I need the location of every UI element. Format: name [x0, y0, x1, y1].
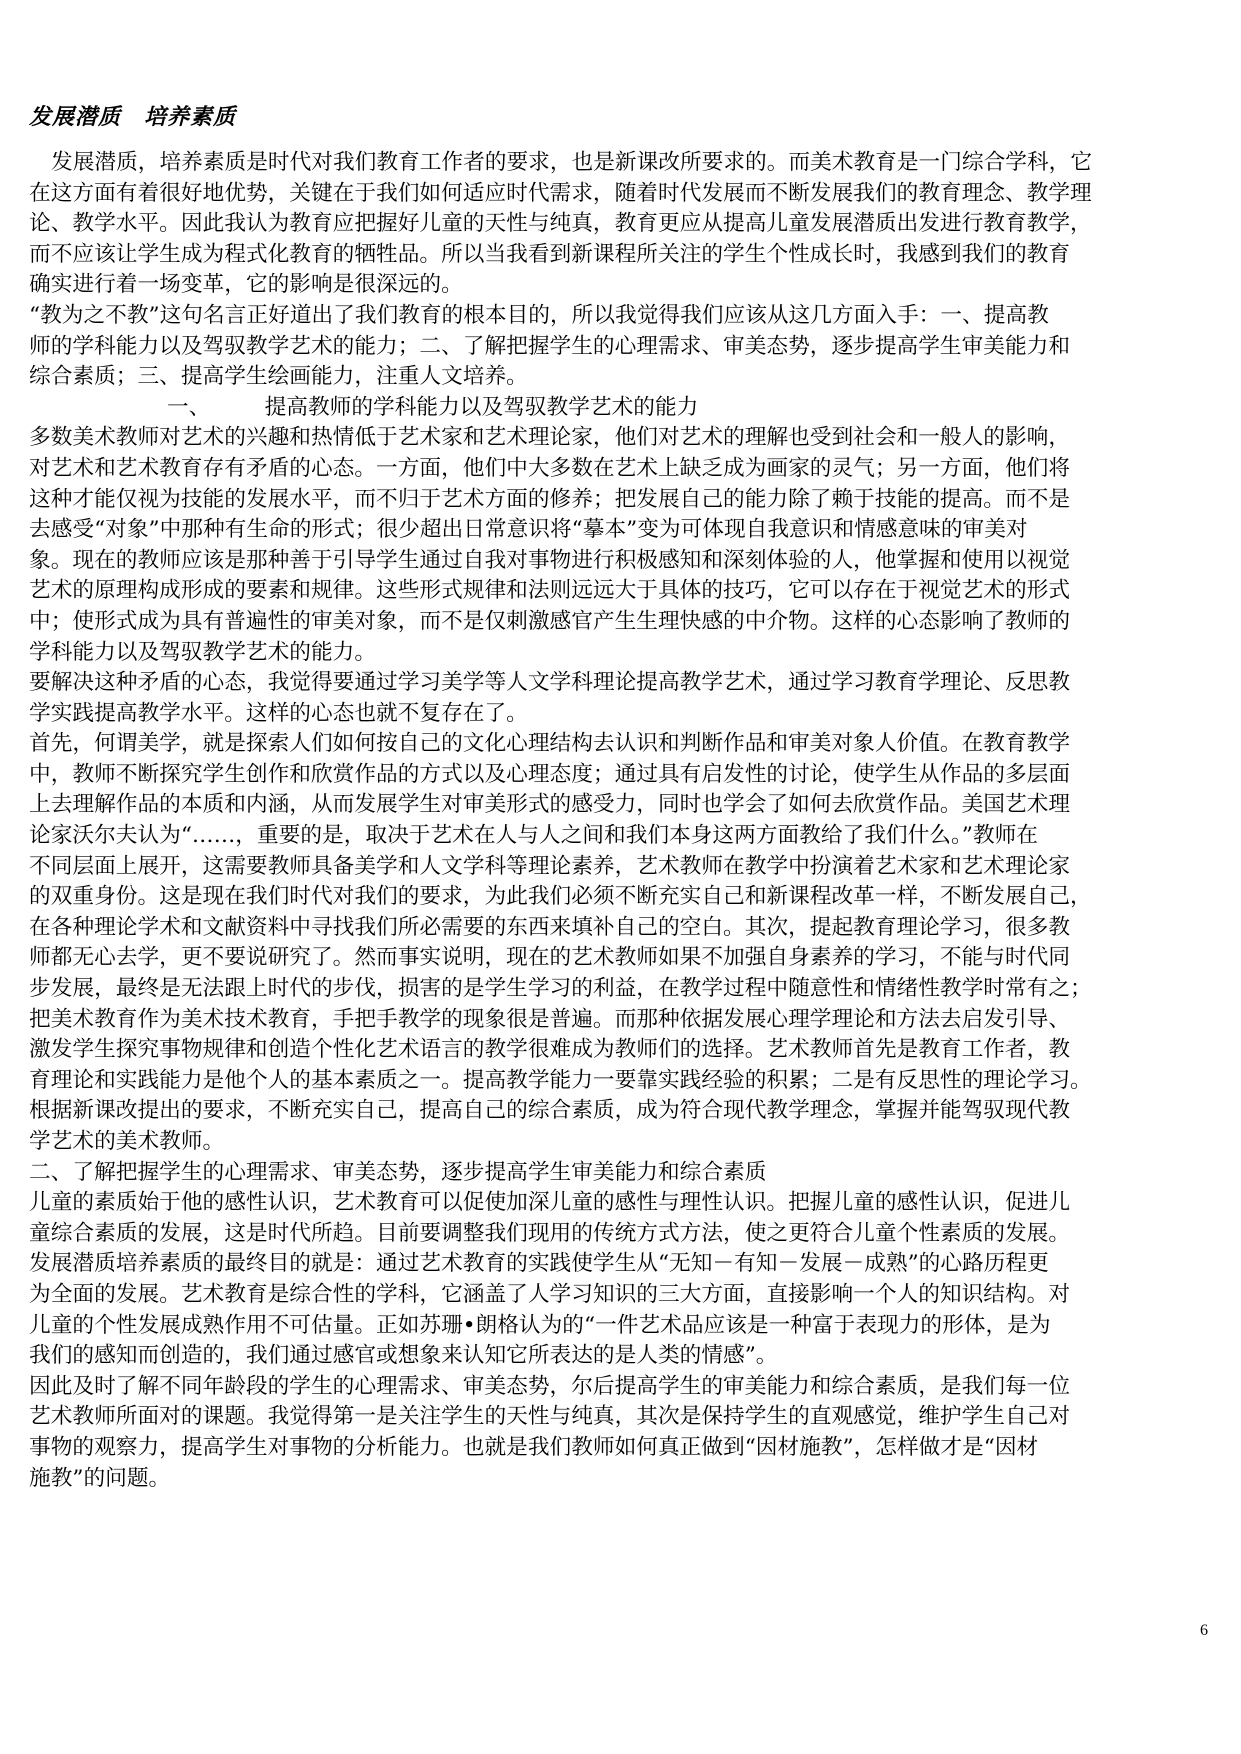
text-line: 在各种理论学术和文献资料中寻找我们所必需要的东西来填补自己的空白。其次，提起教育理论学习，很多教 — [29, 914, 1071, 940]
text-line: 发展潜质，培养素质是时代对我们教育工作者的要求，也是新课改所要求的。而美术教育是一门综合学科，它 — [51, 150, 1093, 175]
text-line: 根据新课改提出的要求，不断充实自己，提高自己的综合素质，成为符合现代教学理念，掌握并能驾驭现代教 — [29, 1098, 1071, 1124]
text-line: 师都无心去学，更不要说研究了。然而事实说明，现在的艺术教师如果不加强自身素养的学习，不能与时代同 — [29, 945, 1071, 971]
text-line: 上去理解作品的本质和内涵，从而发展学生对审美形式的感受力，同时也学会了如何去欣赏作品。美国艺术理 — [29, 792, 1071, 818]
text-line: 把美术教育作为美术技术教育，手把手教学的现象很是普遍。而那种依据发展心理学理论和方法去启发引导、 — [29, 1006, 1071, 1032]
text-line: 激发学生探究事物规律和创造个性化艺术语言的教学很难成为教师们的选择。艺术教师首先是教育工作者，教 — [29, 1037, 1071, 1063]
text-line: 要解决这种矛盾的心态，我觉得要通过学习美学等人文学科理论提高教学艺术，通过学习教育学理论、反思教 — [29, 670, 1071, 696]
text-line: 对艺术和艺术教育存有矛盾的心态。一方面，他们中大多数在艺术上缺乏成为画家的灵气；另一方面，他们将 — [29, 455, 1071, 481]
text-line: 论家沃尔夫认为“……，重要的是，取决于艺术在人与人之间和我们本身这两方面教给了我们什么。”教师在 — [29, 823, 1038, 849]
text-line: 去感受“对象”中那种有生命的形式；很少超出日常意识将“摹本”变为可体现自我意识和情感意味的审美对 — [29, 517, 1028, 543]
text-line: 儿童的素质始于他的感性认识，艺术教育可以促使加深儿童的感性与理性认识。把握儿童的感性认识，促进儿 — [29, 1190, 1071, 1216]
text-line: 施教”的问题。 — [29, 1465, 171, 1491]
text-line: 发展潜质培养素质的最终目的就是：通过艺术教育的实践使学生从“无知－有知－发展－成熟”的心路历程更 — [29, 1251, 1049, 1277]
document-title: 发展潜质 培养素质 — [29, 105, 237, 130]
text-line: 学实践提高教学水平。这样的心态也就不复存在了。 — [29, 700, 528, 726]
text-line: 因此及时了解不同年龄段的学生的心理需求、审美态势，尔后提高学生的审美能力和综合素质，是我们每一位 — [29, 1373, 1071, 1399]
text-line: 不同层面上展开，这需要教师具备美学和人文学科等理论素养，艺术教师在教学中扮演着艺术家和艺术理论家 — [29, 853, 1071, 879]
text-line: “教为之不教”这句名言正好道出了我们教育的根本目的，所以我觉得我们应该从这几方面入手：一、提高教 — [29, 302, 1049, 328]
text-line: 事物的观察力，提高学生对事物的分析能力。也就是我们教师如何真正做到“因材施教”，怎样做才是“因材 — [29, 1434, 1039, 1460]
text-line: 确实进行着一场变革，它的影响是很深远的。 — [29, 272, 463, 298]
text-line: 这种才能仅视为技能的发展水平，而不归于艺术方面的修养；把发展自己的能力除了赖于技能的提高。而不是 — [29, 486, 1071, 512]
text-line: 而不应该让学生成为程式化教育的牺牲品。所以当我看到新课程所关注的学生个性成长时，我感到我们的教育 — [29, 241, 1071, 267]
text-line: 象。现在的教师应该是那种善于引导学生通过自我对事物进行积极感知和深刻体验的人，他掌握和使用以视觉 — [29, 547, 1071, 573]
text-line: 学科能力以及驾驭教学艺术的能力。 — [29, 639, 377, 665]
text-line: 童综合素质的发展，这是时代所趋。目前要调整我们现用的传统方式方法，使之更符合儿童个性素质的发展。 — [29, 1220, 1071, 1246]
text-line: 的双重身份。这是现在我们时代对我们的要求，为此我们必须不断充实自己和新课程改革一样，不断发展自己， — [29, 884, 1092, 910]
text-line: 艺术教师所面对的课题。我觉得第一是关注学生的天性与纯真，其次是保持学生的直观感觉，维护学生自己对 — [29, 1404, 1071, 1430]
text-line: 中，教师不断探究学生创作和欣赏作品的方式以及心理态度；通过具有启发性的讨论，使学生从作品的多层面 — [29, 761, 1071, 787]
text-line: 艺术的原理构成形成的要素和规律。这些形式规律和法则远远大于具体的技巧，它可以存在于视觉艺术的形式 — [29, 578, 1071, 604]
section-heading-one: 一、 提高教师的学科能力以及驾驭教学艺术的能力 — [167, 394, 699, 420]
document-body — [29, 148, 1215, 1494]
text-line: 学艺术的美术教师。 — [29, 1129, 225, 1154]
text-line: 在这方面有着很好地优势，关键在于我们如何适应时代需求，随着时代发展而不断发展我们的教育理念、教学理 — [29, 180, 1092, 206]
text-line: 师的学科能力以及驾驭教学艺术的能力；二、了解把握学生的心理需求、审美态势，逐步提高学生审美能力和 — [29, 333, 1071, 359]
text-line: 步发展，最终是无法跟上时代的步伐，损害的是学生学习的利益，在教学过程中随意性和情绪性教学时常有之； — [29, 976, 1092, 1002]
text-line: 育理论和实践能力是他个人的基本素质之一。提高教学能力一要靠实践经验的积累；二是有反思性的理论学习。 — [29, 1067, 1092, 1093]
text-line: 综合素质；三、提高学生绘画能力，注重人文培养。 — [29, 364, 528, 390]
text-line: 首先，何谓美学，就是探索人们如何按自己的文化心理结构去认识和判断作品和审美对象人价值。在教育教学 — [29, 731, 1071, 757]
text-line: 中；使形式成为具有普遍性的审美对象，而不是仅刺激感官产生生理快感的中介物。这样的心态影响了教师的 — [29, 608, 1071, 634]
text-line: 为全面的发展。艺术教育是综合性的学科，它涵盖了人学习知识的三大方面，直接影响一个人的知识结构。对 — [29, 1281, 1071, 1307]
text-line: 儿童的个性发展成熟作用不可估量。正如苏珊•朗格认为的“一件艺术品应该是一种富于表现力的形体，是为 — [29, 1312, 1051, 1338]
text-line: 多数美术教师对艺术的兴趣和热情低于艺术家和艺术理论家，他们对艺术的理解也受到社会和一般人的影响， — [29, 425, 1071, 451]
page-number: 6 — [1200, 1622, 1208, 1639]
section-heading-two: 二、了解把握学生的心理需求、审美态势，逐步提高学生审美能力和综合素质 — [29, 1159, 767, 1185]
text-line: 我们的感知而创造的，我们通过感官或想象来认知它所表达的是人类的情感”。 — [29, 1343, 778, 1369]
text-line: 论、教学水平。因此我认为教育应把握好儿童的天性与纯真，教育更应从提高儿童发展潜质出发进行教育教学， — [29, 211, 1092, 237]
